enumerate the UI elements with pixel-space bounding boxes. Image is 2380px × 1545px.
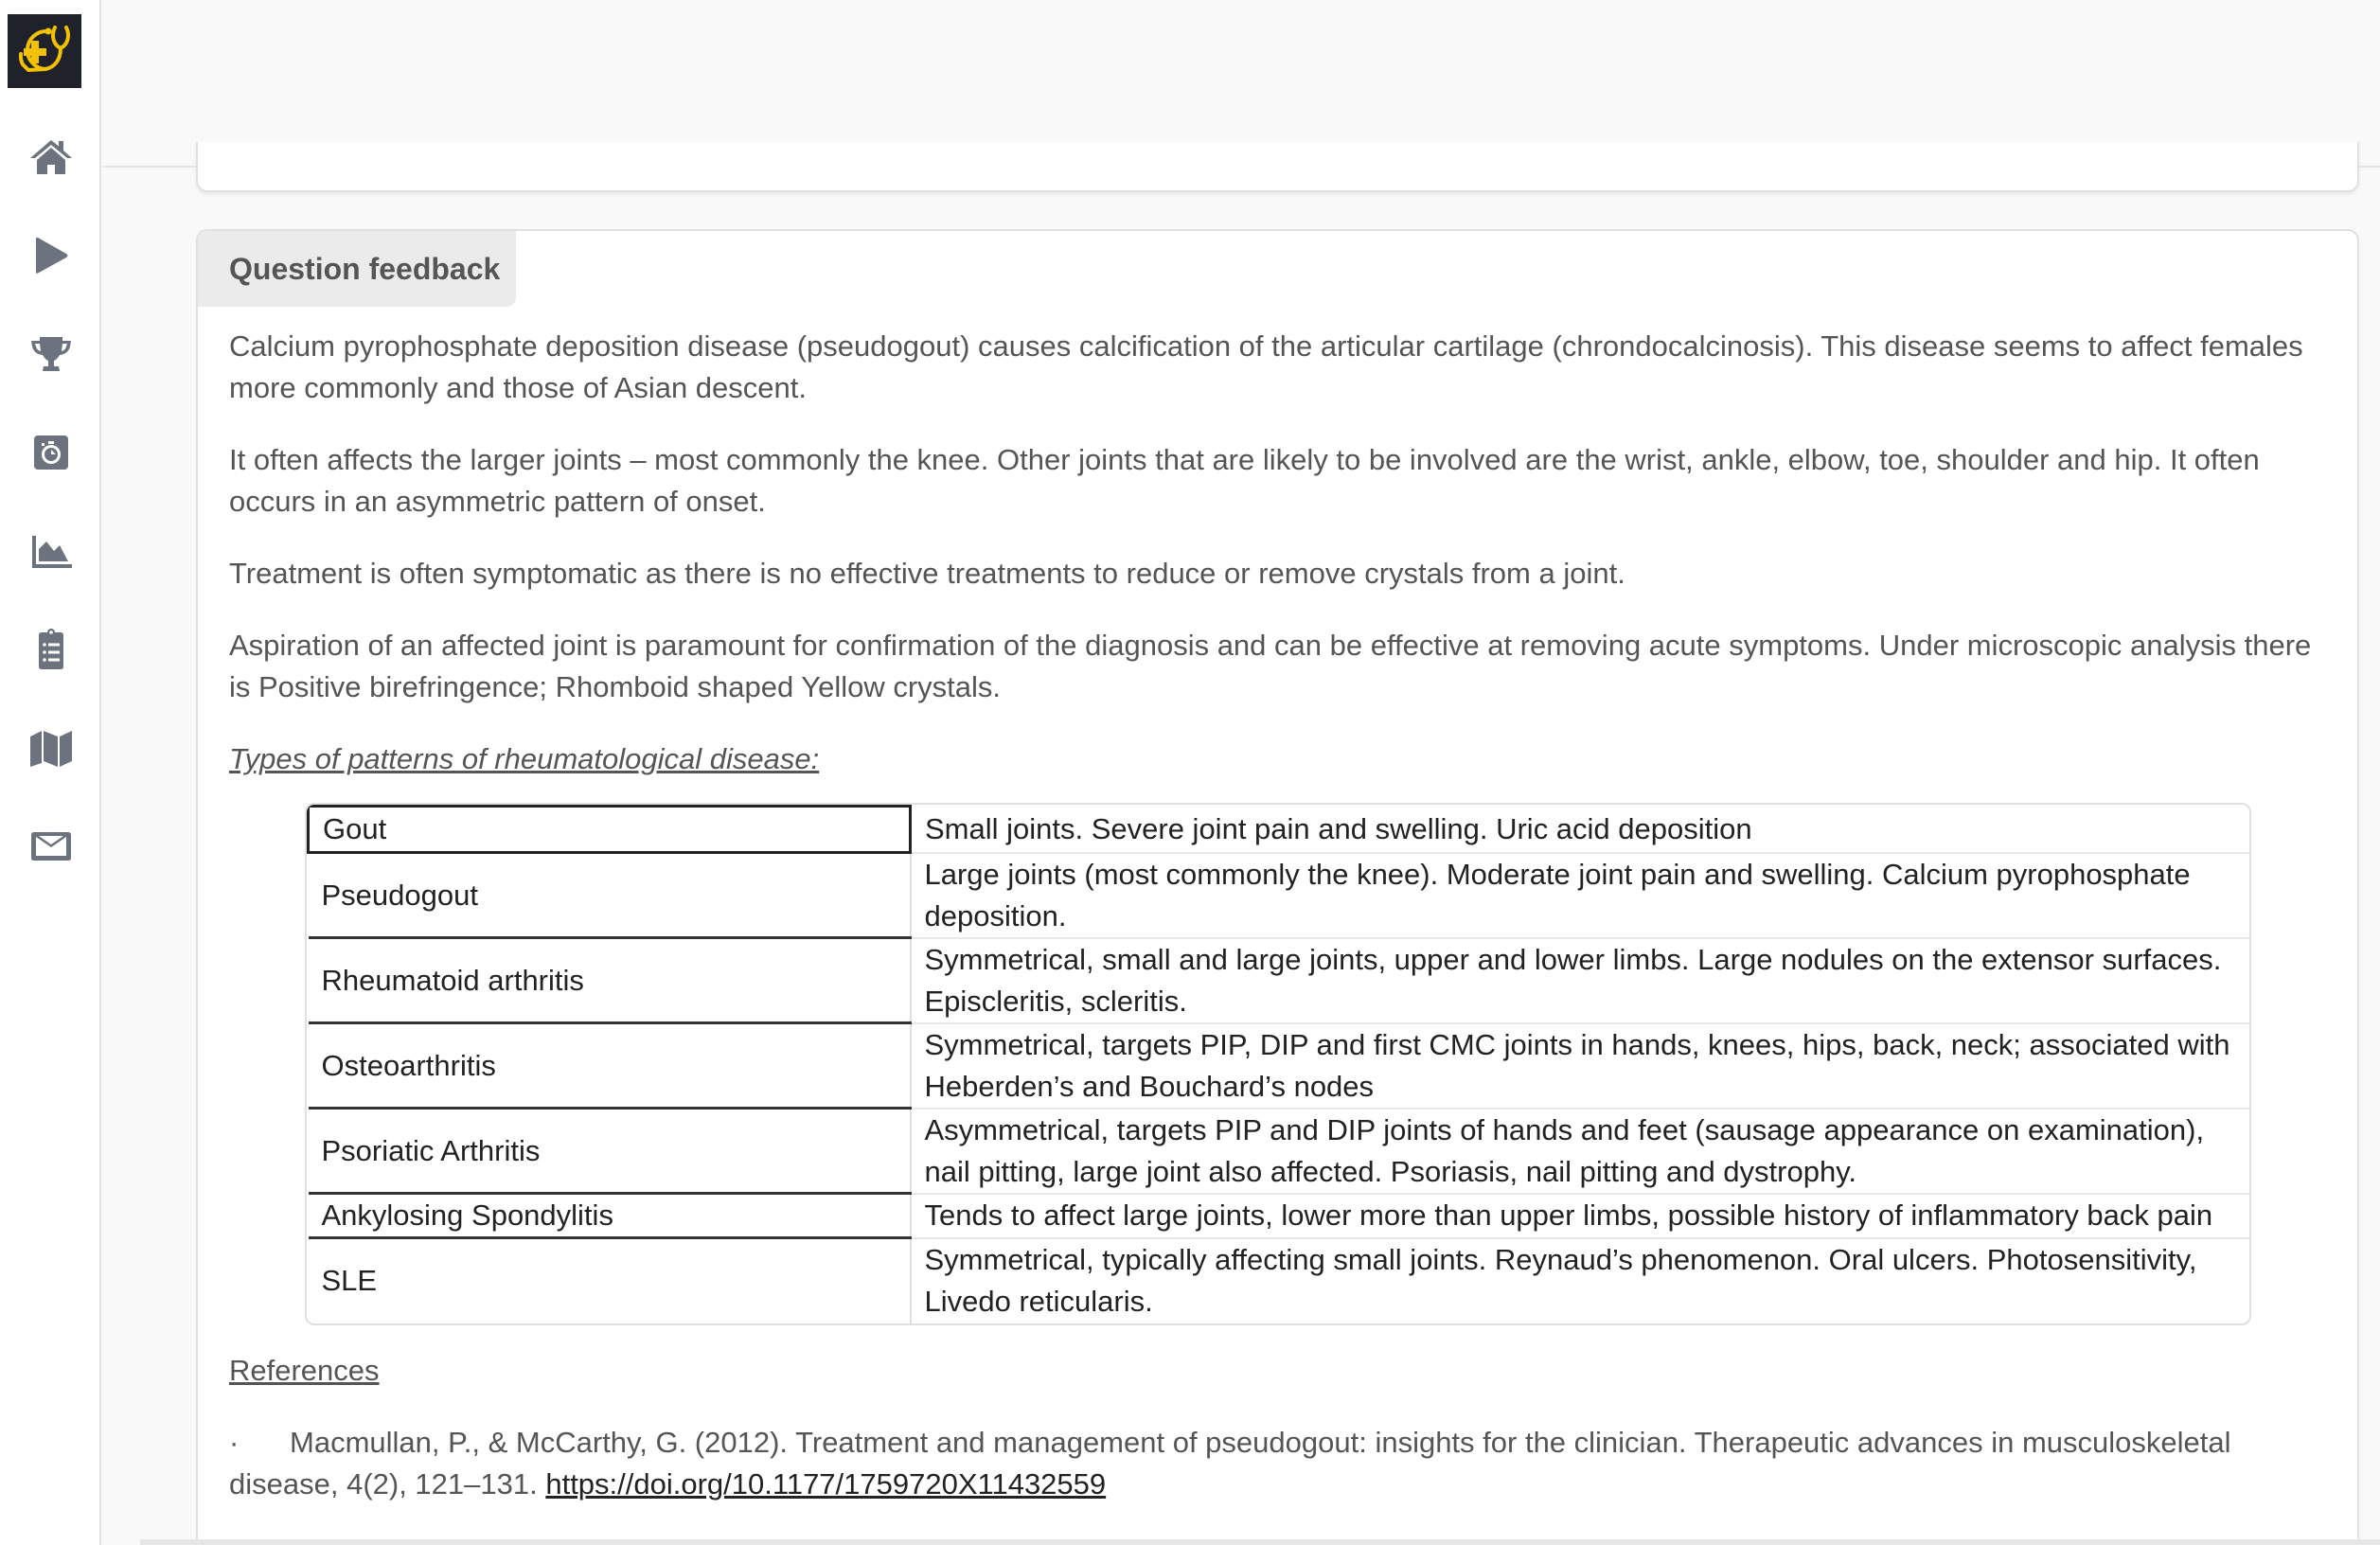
sidebar-item-play[interactable] — [0, 227, 101, 284]
area-chart-icon — [28, 528, 74, 574]
disease-description-cell: Tends to affect large joints, lower more than upper limbs, possible history of inflammatory back pain — [911, 1194, 2250, 1238]
sidebar-item-timer[interactable] — [0, 424, 101, 481]
sidebar-item-mail[interactable] — [0, 818, 101, 875]
play-icon — [28, 233, 74, 278]
disease-name-cell: Psoriatic Arthritis — [309, 1109, 911, 1194]
feedback-paragraph: Treatment is often symptomatic as there is no effective treatments to reduce or remove crystals from a joint. — [229, 557, 1625, 590]
sidebar-item-clipboard[interactable] — [0, 621, 101, 678]
disease-description-cell: Symmetrical, targets PIP, DIP and first CMC joints in hands, knees, hips, back, neck; associated with Heberden’s and Bouchard’s nodes — [911, 1023, 2250, 1109]
feedback-body — [229, 326, 2319, 1536]
table-row — [309, 938, 2250, 1023]
app-logo[interactable] — [8, 14, 81, 88]
references-heading: References — [229, 1353, 380, 1387]
envelope-icon — [28, 824, 74, 869]
table-row — [309, 1023, 2250, 1109]
disease-name-cell: Rheumatoid arthritis — [309, 938, 911, 1023]
trophy-icon — [28, 331, 74, 377]
disease-description-cell: Asymmetrical, targets PIP and DIP joints of hands and feet (sausage appearance on examination), nail pitting, large joint also affected. Psoriasis, nail pitting and dystrophy. — [911, 1109, 2250, 1194]
sidebar-item-map[interactable] — [0, 719, 101, 776]
bullet: · — [229, 1425, 240, 1459]
disease-description-cell: Symmetrical, small and large joints, upper and lower limbs. Large nodules on the extensor surfaces. Episcleritis, scleritis. — [911, 938, 2250, 1023]
disease-description-cell: Large joints (most commonly the knee). Moderate joint pain and swelling. Calcium pyrophosphate deposition. — [911, 853, 2250, 938]
map-icon — [28, 725, 74, 771]
feedback-paragraph: It often affects the larger joints – most commonly the knee. Other joints that are likely to be involved are the wrist, ankle, elbow, toe, shoulder and hip. It often occurs in an asymmetric pattern of onset. — [229, 443, 2260, 518]
feedback-paragraph: Calcium pyrophosphate deposition disease (pseudogout) causes calcification of the articular cartilage (chrondocalcinosis). This disease seems to affect females more commonly and those of Asian descent. — [229, 329, 2303, 404]
table-row — [309, 853, 2250, 938]
reference-doi-link[interactable]: https://doi.org/10.1177/1759720X11432559 — [545, 1466, 1107, 1501]
disease-description-cell: Small joints. Severe joint pain and swelling. Uric acid deposition — [911, 807, 2250, 853]
table-heading: Types of patterns of rheumatological disease: — [229, 742, 820, 775]
medical-chat-stethoscope-logo-icon — [13, 20, 76, 82]
disease-name-cell: Osteoarthritis — [309, 1023, 911, 1109]
table-row — [309, 807, 2250, 853]
table-row — [309, 1109, 2250, 1194]
table-row — [309, 1194, 2250, 1238]
sidebar-item-trophy[interactable] — [0, 326, 101, 382]
feedback-paragraph: Aspiration of an affected joint is paramount for confirmation of the diagnosis and can be effective at removing acute symptoms. Under microscopic analysis there is Positive birefringence; Rhomboid shaped Yellow crystals. — [229, 629, 2312, 703]
home-icon — [28, 134, 74, 180]
question-feedback-card — [196, 229, 2359, 1545]
table-row — [309, 1238, 2250, 1323]
sidebar — [0, 0, 101, 1545]
disease-patterns-table — [305, 803, 2251, 1325]
question-feedback-tab[interactable]: Question feedback — [198, 231, 516, 307]
reference-item — [229, 1422, 2319, 1505]
sidebar-item-home[interactable] — [0, 129, 101, 186]
previous-card — [196, 142, 2359, 192]
clipboard-list-icon — [28, 627, 74, 672]
stopwatch-icon — [28, 430, 74, 475]
reference-text: Macmullan, P., & McCarthy, G. (2012). Treatment and management of pseudogout: insights for the clinician. Therapeutic advances in musculoskeletal disease, 4(2), 121–131. — [229, 1425, 2231, 1501]
disease-name-cell: Ankylosing Spondylitis — [309, 1194, 911, 1238]
disease-name-cell: SLE — [309, 1238, 911, 1323]
disease-description-cell: Symmetrical, typically affecting small joints. Reynaud’s phenomenon. Oral ulcers. Photosensitivity, Livedo reticularis. — [924, 1243, 2197, 1318]
sidebar-item-stats[interactable] — [0, 523, 101, 579]
card-bottom-edge — [140, 1539, 2380, 1545]
disease-name-cell: Gout — [309, 807, 911, 853]
disease-name-cell: Pseudogout — [309, 853, 911, 938]
